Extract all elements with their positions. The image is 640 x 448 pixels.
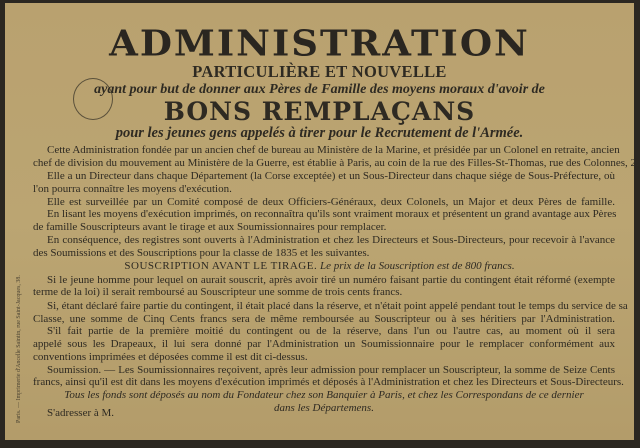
- body-line: appelé sous les Drapeaux, il lui sera donné par l'Administration un Soumissionnaire pour le remplacer conformément aux: [33, 338, 615, 350]
- body-line: Si, étant déclaré faire partie du contingent, il était placé dans la réserve, et n'était point appelé pendant tout le temps du service de sa: [47, 300, 628, 312]
- poster-subtitle: PARTICULIÈRE ET NOUVELLE: [192, 62, 447, 81]
- poster-title: ADMINISTRATION: [109, 22, 530, 64]
- printer-imprint: Paris. — Imprimerie d'Ancelle Saintin, rue Saint-Jacques, 38.: [16, 275, 22, 423]
- body-line: dans les Départemens.: [274, 402, 374, 414]
- body-line: Elle est surveillée par un Comité composé de deux Officiers-Généraux, deux Colonels, un Major et deux Pères de famille.: [47, 196, 615, 208]
- body-line: S'il fait partie de la première moitié du contingent ou de la réserve, dans l'un ou l'autre cas, au moment où il sera: [47, 325, 615, 337]
- body-line: Classe, une somme de Cinq Cents francs sera de même remboursée au Souscripteur ou à ses héritiers par l'Administration.: [33, 313, 615, 325]
- body-line: Cette Administration fondée par un ancien chef de bureau au Ministère de la Marine, et présidée par un Colonel en retraite, ancien: [47, 144, 620, 156]
- body-line: Elle a un Directeur dans chaque Département (la Corse exceptée) et un Sous-Directeur dans chaque siége de Sous-Préfecture, où: [47, 170, 615, 182]
- lead-line: ayant pour but de donner aux Pères de Famille des moyens moraux d'avoir de: [94, 82, 545, 97]
- headline: BONS REMPLAÇANS: [163, 97, 476, 126]
- body-line: Soumission. — Les Soumissionnaires reçoivent, après leur admission pour remplacer un Souscripteur, la somme de Seize Cents: [47, 364, 615, 376]
- address-line: S'adresser à M.: [47, 407, 115, 419]
- poster: [5, 3, 639, 440]
- body-line: En conséquence, des registres sont ouverts à l'Administration et chez les Directeurs et Sous-Directeurs, pour recevoir à l'avance: [47, 234, 615, 246]
- body-line: francs, ainsi qu'il est dit dans les moyens d'exécution imprimés et déposés à l'Administration et chez les Directeurs et Sous-Directeurs.: [33, 376, 624, 388]
- body-line: conventions imprimées et déposées comme il est dit ci-dessus.: [33, 351, 308, 363]
- body-line: Si le jeune homme pour lequel on aurait souscrit, après avoir tiré un numéro faisant partie du contingent était réformé (exempte: [47, 274, 615, 286]
- body-line: Tous les fonds sont déposés au nom du Fondateur chez son Banquier à Paris, et chez les Correspondans de ce dernier: [64, 389, 584, 401]
- section-title: SOUSCRIPTION AVANT LE TIRAGE.: [124, 260, 318, 272]
- section-price: Le prix de la Souscription est de 800 francs.: [319, 260, 515, 272]
- section-heading: [5, 260, 634, 272]
- body-line: de famille Souscripteurs avant le tirage et aux Soumissionnaires pour remplacer.: [33, 221, 387, 233]
- tagline: pour les jeunes gens appelés à tirer pour le Recrutement de l'Armée.: [115, 125, 524, 141]
- body-line: chef de division du mouvement au Ministère de la Guerre, est établie à Paris, au coin de la rue des Filles-St-Thomas, rue des Colonnes, 2.: [33, 157, 639, 169]
- body-line: l'on pourra connaître les moyens d'exécution.: [33, 183, 232, 195]
- body-line: terme de la loi) il serait remboursé au Souscripteur une somme de trois cents francs.: [33, 286, 403, 298]
- body-line: des Soumissions et des Souscriptions pour la classe de 1835 et les suivantes.: [33, 247, 370, 259]
- body-line: En lisant les moyens d'exécution imprimés, on reconnaîtra qu'ils sont vraiment moraux et présentent un grand avantage aux Pères: [47, 208, 617, 220]
